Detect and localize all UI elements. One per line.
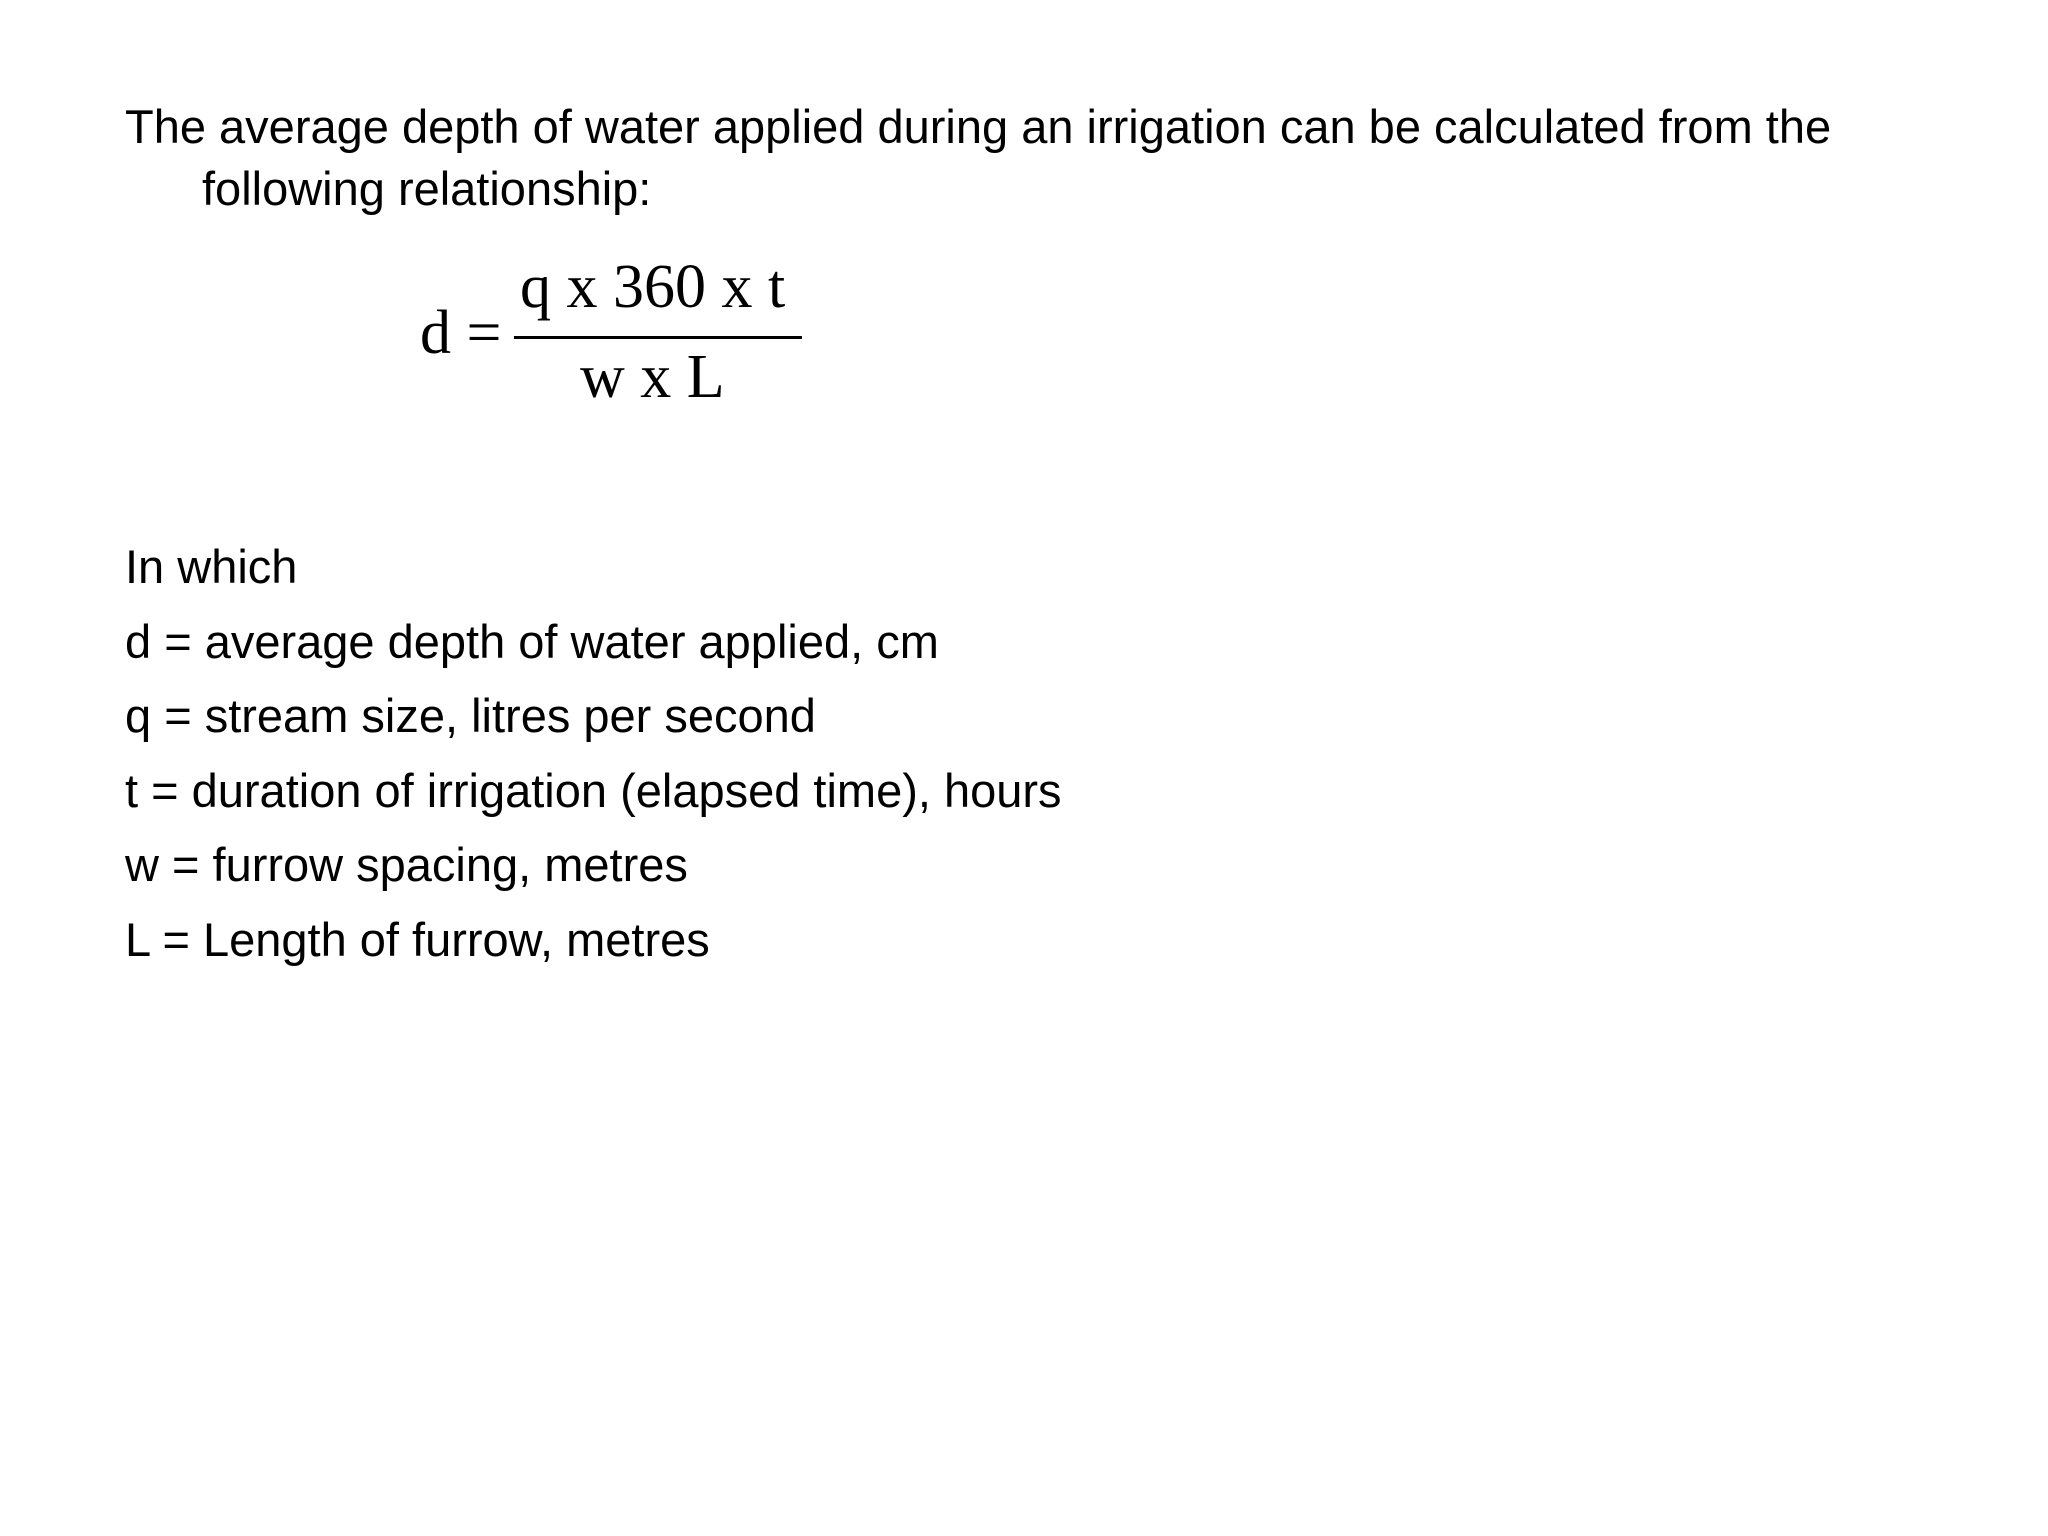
definition-item: d = average depth of water applied, cm <box>125 614 939 668</box>
definition-item: t = duration of irrigation (elapsed time), hours <box>125 763 1062 817</box>
formula-numerator: q x 360 x t <box>520 253 786 321</box>
definition-item: L = Length of furrow, metres <box>125 912 710 966</box>
definition-item: q = stream size, litres per second <box>125 689 816 742</box>
definitions-heading: In which <box>125 540 298 593</box>
intro-line-2: following relationship: <box>202 162 652 215</box>
intro-paragraph <box>125 96 1925 220</box>
formula-lhs: d = <box>420 299 502 367</box>
definitions-list <box>125 532 1625 979</box>
formula-denominator: w x L <box>580 343 725 411</box>
fraction-bar <box>514 336 802 339</box>
intro-line-1: The average depth of water applied during an irrigation can be calculated from the <box>125 100 1832 153</box>
definition-item: w = furrow spacing, metres <box>125 838 688 891</box>
depth-formula <box>420 253 840 422</box>
